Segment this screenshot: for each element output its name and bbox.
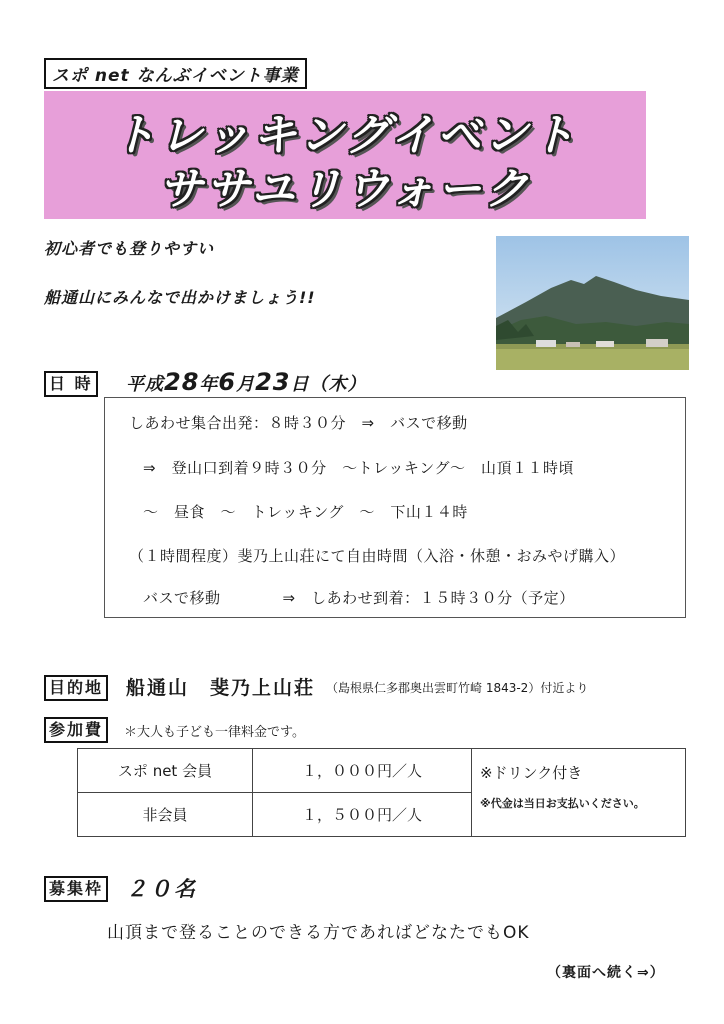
banner-title-line1: トレッキングイベント — [111, 110, 579, 161]
fee-note: ＊大人も子ども一律料金です。 — [124, 725, 305, 740]
date-era: 平成 — [126, 374, 164, 395]
catchphrase-line1: 初心者でも登りやすい — [44, 239, 215, 258]
title-banner — [44, 91, 646, 219]
date-year: 28 — [164, 368, 200, 396]
fee-remarks — [472, 749, 686, 837]
fee-category: スポ net 会員 — [78, 749, 253, 793]
drink-note: ※ドリンク付き — [480, 764, 583, 782]
schedule-line: （１時間程度）斐乃上山荘にて自由時間（入浴・休憩・おみやげ購入） — [129, 547, 626, 565]
destination-label: 目的地 — [44, 675, 108, 701]
schedule-line: しあわせ集合出発：８時３０分 ⇒ バスで移動 — [129, 414, 468, 432]
schedule-box — [104, 397, 686, 618]
date-month-unit: 月 — [236, 374, 256, 395]
schedule-line: ⇒ 登山口到着９時３０分 ～トレッキング～ 山頂１１時頃 — [143, 459, 574, 477]
fee-price: １，５００円／人 — [253, 793, 472, 837]
event-date — [126, 368, 367, 396]
organizer-label: スポ net なんぶイベント事業 — [44, 58, 307, 89]
destination-address: （島根県仁多郡奥出雲町竹崎 1843-2）付近より — [326, 681, 589, 695]
datetime-label: 日 時 — [44, 371, 98, 397]
catchphrase-line2: 船通山にみんなで出かけましょう!! — [44, 288, 316, 307]
date-weekday: （木） — [309, 374, 367, 395]
date-day-unit: 日 — [290, 374, 310, 395]
table-row — [78, 749, 686, 793]
quota-value: ２０名 — [126, 877, 198, 901]
date-day: 23 — [255, 368, 291, 396]
date-year-unit: 年 — [199, 374, 219, 395]
fee-label: 参加費 — [44, 717, 108, 743]
fee-table — [77, 748, 686, 837]
eligibility-message: 山頂まで登ることのできる方であればどなたでもOK — [107, 923, 530, 943]
payment-note: ※代金は当日お支払いください。 — [480, 797, 645, 810]
destination-name: 船通山 斐乃上山荘 — [126, 677, 316, 699]
continued-note: （裏面へ続く⇒） — [547, 965, 665, 981]
mountain-photo — [496, 236, 689, 370]
fee-price: １，０００円／人 — [253, 749, 472, 793]
schedule-line: バスで移動 ⇒ しあわせ到着：１５時３０分（予定） — [143, 589, 575, 607]
quota-label: 募集枠 — [44, 876, 108, 902]
banner-title-line2: ササユリウォーク — [158, 164, 532, 215]
schedule-line: ～ 昼食 ～ トレッキング ～ 下山１４時 — [143, 503, 468, 521]
fee-category: 非会員 — [78, 793, 253, 837]
date-month: 6 — [218, 368, 237, 396]
